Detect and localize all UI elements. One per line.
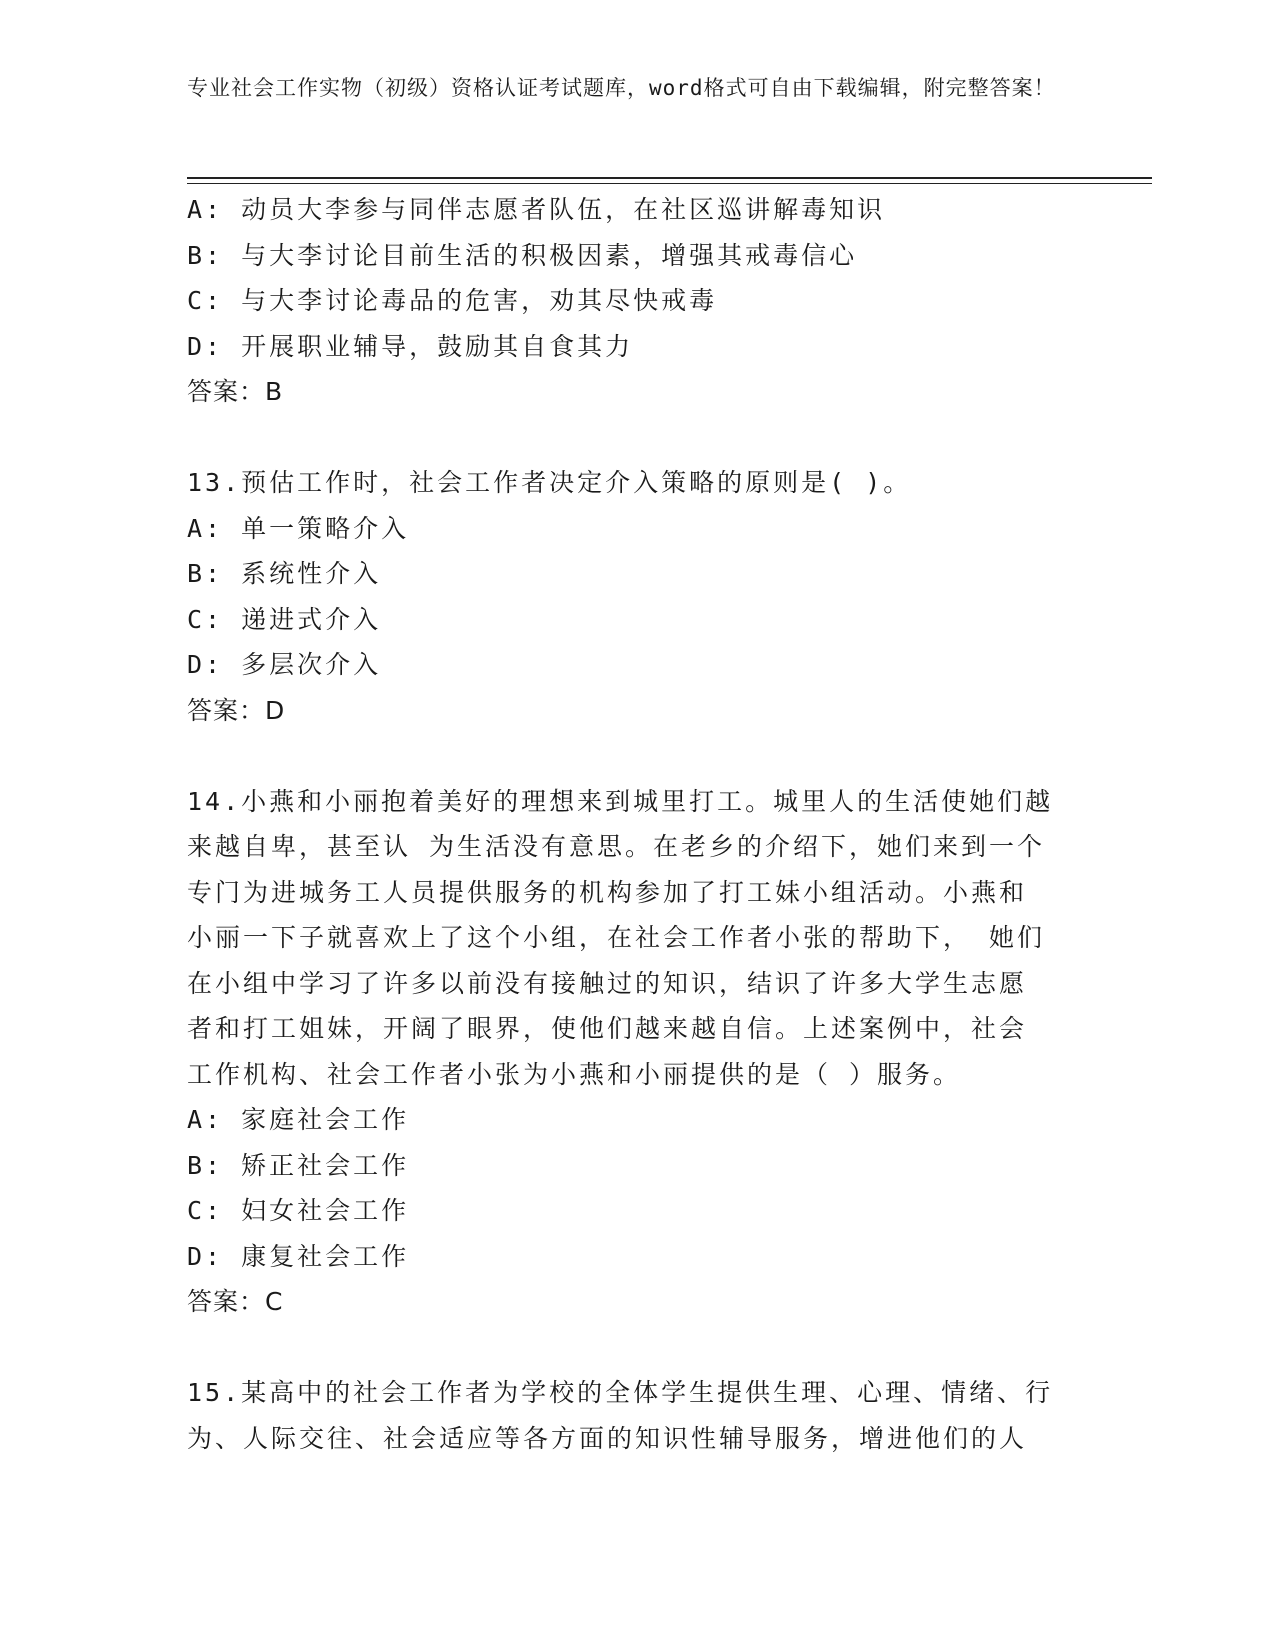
answer: 答案：C: [187, 1287, 284, 1316]
question-stem-line: 者和打工姐妹，开阔了眼界，使他们越来越自信。上述案例中，社会: [187, 1014, 1028, 1043]
spacer: [187, 415, 1087, 461]
option-a: A: 动员大李参与同伴志愿者队伍，在社区巡讲解毒知识: [187, 195, 886, 224]
question-13: [187, 460, 1087, 733]
option-d: D: 开展职业辅导，鼓励其自食其力: [187, 331, 634, 361]
option-c: C: 递进式介入: [187, 604, 382, 634]
document-header: 专业社会工作实物（初级）资格认证考试题库，word格式可自由下载编辑，附完整答案！: [187, 76, 1056, 100]
question-12: [187, 187, 1087, 415]
spacer: [187, 1325, 1087, 1371]
header-rule-thick: [187, 177, 1152, 179]
option-b: B: 与大李讨论目前生活的积极因素，增强其戒毒信心: [187, 240, 858, 270]
answer: 答案：D: [187, 695, 286, 725]
header-rule-thin: [187, 183, 1152, 184]
question-stem-line: 在小组中学习了许多以前没有接触过的知识，结识了许多大学生志愿: [187, 968, 1028, 998]
option-b: B: 矫正社会工作: [187, 1150, 410, 1180]
question-stem-line: 工作机构、社会工作者小张为小燕和小丽提供的是（ ）服务。: [187, 1059, 962, 1089]
question-stem-line: 专门为进城务工人员提供服务的机构参加了打工妹小组活动。小燕和: [187, 877, 1028, 907]
option-b: B: 系统性介入: [187, 559, 382, 588]
question-stem-line: 14.小燕和小丽抱着美好的理想来到城里打工。城里人的生活使她们越: [187, 786, 1054, 816]
question-stem-line: 小丽一下子就喜欢上了这个小组，在社会工作者小张的帮助下， 她们: [187, 923, 1046, 952]
option-c: C: 妇女社会工作: [187, 1196, 410, 1225]
option-a: A: 家庭社会工作: [187, 1105, 410, 1134]
option-d: D: 多层次介入: [187, 650, 382, 679]
question-14: [187, 779, 1087, 1325]
option-d: D: 康复社会工作: [187, 1241, 410, 1271]
question-stem-line: 15.某高中的社会工作者为学校的全体学生提供生理、心理、情绪、行: [187, 1378, 1054, 1407]
question-stem-line: 来越自卑，甚至认 为生活没有意思。在老乡的介绍下，她们来到一个: [187, 832, 1046, 861]
option-a: A: 单一策略介入: [187, 513, 410, 543]
spacer: [187, 733, 1087, 779]
question-stem-line: 为、人际交往、社会适应等各方面的知识性辅导服务，增进他们的人: [187, 1423, 1028, 1453]
question-stem: 13.预估工作时，社会工作者决定介入策略的原则是( )。: [187, 468, 912, 497]
question-content: [187, 187, 1087, 1461]
question-15: [187, 1370, 1087, 1461]
answer: 答案：B: [187, 377, 284, 406]
option-c: C: 与大李讨论毒品的危害，劝其尽快戒毒: [187, 286, 718, 315]
